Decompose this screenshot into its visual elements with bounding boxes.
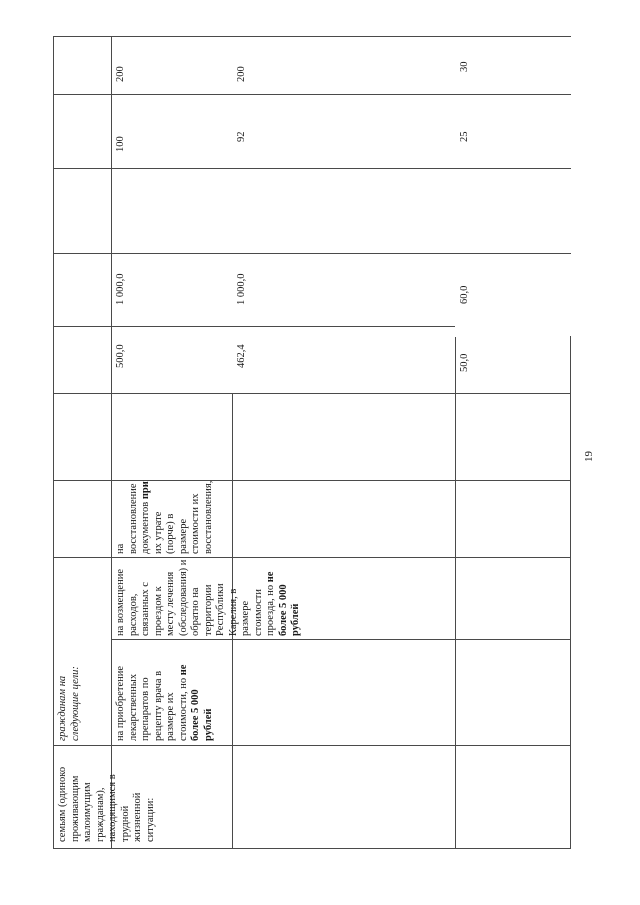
row-1-count-a: 100 xyxy=(115,136,126,152)
table-bottom-border xyxy=(570,336,571,849)
row-2-amount-a: 462,4 xyxy=(236,344,247,368)
table-top-border xyxy=(53,36,54,849)
table-row-divider-3 xyxy=(455,337,456,849)
row-3-amount-a: 50,0 xyxy=(459,353,470,372)
table-row-divider-1 xyxy=(111,36,112,849)
row-3-count-a: 25 xyxy=(459,131,470,142)
category-cell: семьям (одиноко проживающим малоимущим гражданам), находящимся в трудной жизненной ситуации: xyxy=(57,766,156,842)
table-divider-1 xyxy=(53,745,571,746)
row-3-text: на восстановление документов при их утрате (порче) в размере стоимости их восстановления, xyxy=(115,480,214,554)
row-1-amount-a: 500,0 xyxy=(115,344,126,368)
row-2-amount-b: 1 000,0 xyxy=(236,273,247,305)
table-divider-5 xyxy=(53,393,571,394)
row-3-amount-b: 60,0 xyxy=(459,285,470,304)
page-number: 19 xyxy=(583,451,595,462)
purpose-header: гражданам на следующие цели: xyxy=(57,666,81,741)
row-1-count-b: 200 xyxy=(115,66,126,82)
row-2-count-b: 200 xyxy=(236,66,247,82)
table-divider-9 xyxy=(53,94,571,95)
table-divider-2 xyxy=(111,639,570,640)
table-divider-7 xyxy=(53,253,571,254)
row-2-count-a: 92 xyxy=(236,131,247,142)
table-divider-6 xyxy=(53,326,455,327)
table-divider-8 xyxy=(53,168,571,169)
table-right-border xyxy=(53,36,571,37)
row-2-text: на возмещение расходов, связанных с проездом к месту лечения (обследования) и обратно на территории Республики Карелия, в размере стоимости проезда, но не более 5 000 рублей xyxy=(115,559,301,636)
row-1-amount-b: 1 000,0 xyxy=(115,273,126,305)
row-3-count-b: 30 xyxy=(459,61,470,72)
row-1-text: на приобретение лекарственных препаратов по рецепту врача в размере их стоимости, но не более 5 000 рублей xyxy=(115,664,214,741)
table-left-border xyxy=(53,848,571,849)
